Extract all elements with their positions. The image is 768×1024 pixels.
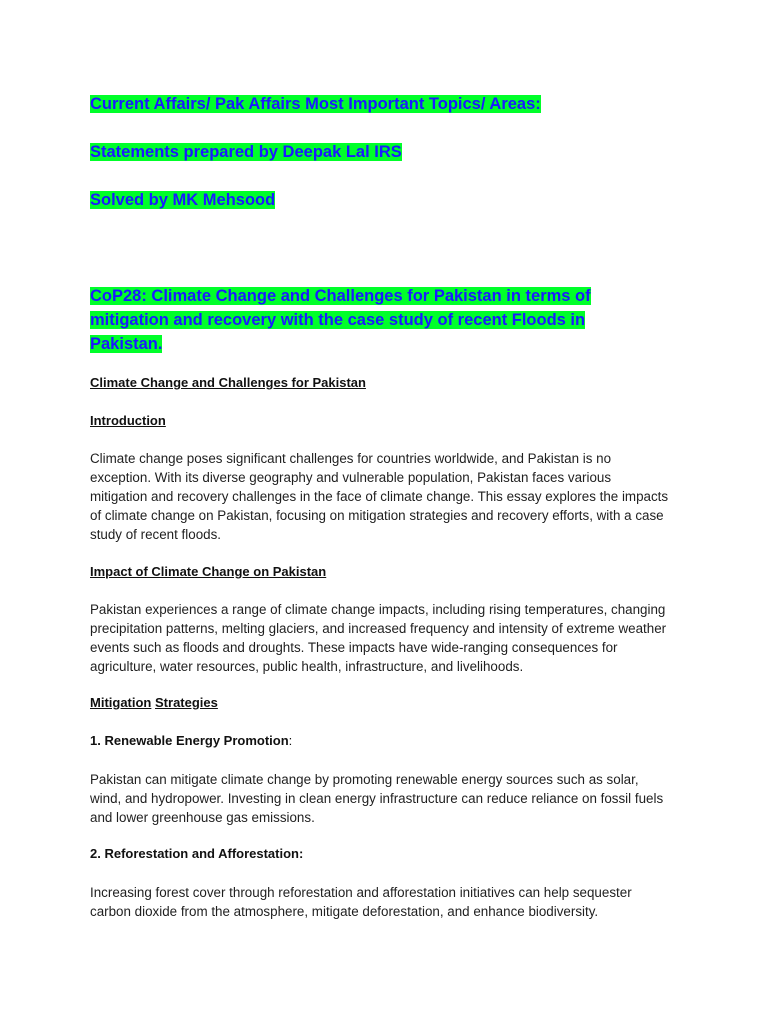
renewable-energy-heading: 1. Renewable Energy Promotion:: [90, 733, 293, 748]
header-line-prepared-by: Statements prepared by Deepak Lal IRS: [90, 143, 402, 161]
renewable-energy-paragraph: Pakistan can mitigate climate change by promoting renewable energy sources such as solar, wind, and hydropower. Investing in clean energy infrastructure can reduce reliance on fossil fuels and lower greenhouse gas emissions.: [90, 772, 664, 825]
introduction-paragraph: Climate change poses significant challenges for countries worldwide, and Pakistan is no exception. With its diverse geography and vulnerable population, Pakistan faces various mitigation and recovery challenges in the face of climate change. This essay explores the impacts of climate change on Pakistan, focusing on mitigation strategies and recovery efforts, with a case study of recent floods.: [90, 451, 669, 542]
header-line-solved-by: Solved by MK Mehsood: [90, 191, 276, 209]
mitigation-heading: Mitigation Strategies: [90, 695, 218, 710]
essay-title: Climate Change and Challenges for Pakistan: [90, 375, 366, 390]
introduction-heading: Introduction: [90, 413, 166, 428]
reforestation-heading: 2. Reforestation and Afforestation:: [90, 846, 304, 861]
topic-title: CoP28: Climate Change and Challenges for Pakistan in terms of mitigation and recovery with the case study of recent Floods in Pakistan.: [90, 287, 591, 353]
reforestation-paragraph: Increasing forest cover through reforestation and afforestation initiatives can help sequester carbon dioxide from the atmosphere, mitigate deforestation, and enhance biodiversity.: [90, 885, 632, 919]
header-line-topics: Current Affairs/ Pak Affairs Most Important Topics/ Areas:: [90, 95, 541, 113]
impact-heading: Impact of Climate Change on Pakistan: [90, 564, 327, 579]
impact-paragraph: Pakistan experiences a range of climate change impacts, including rising temperatures, changing precipitation patterns, melting glaciers, and increased frequency and intensity of extreme weather events such as floods and droughts. These impacts have wide-ranging consequences for agriculture, water resources, public health, infrastructure, and livelihoods.: [90, 602, 667, 674]
